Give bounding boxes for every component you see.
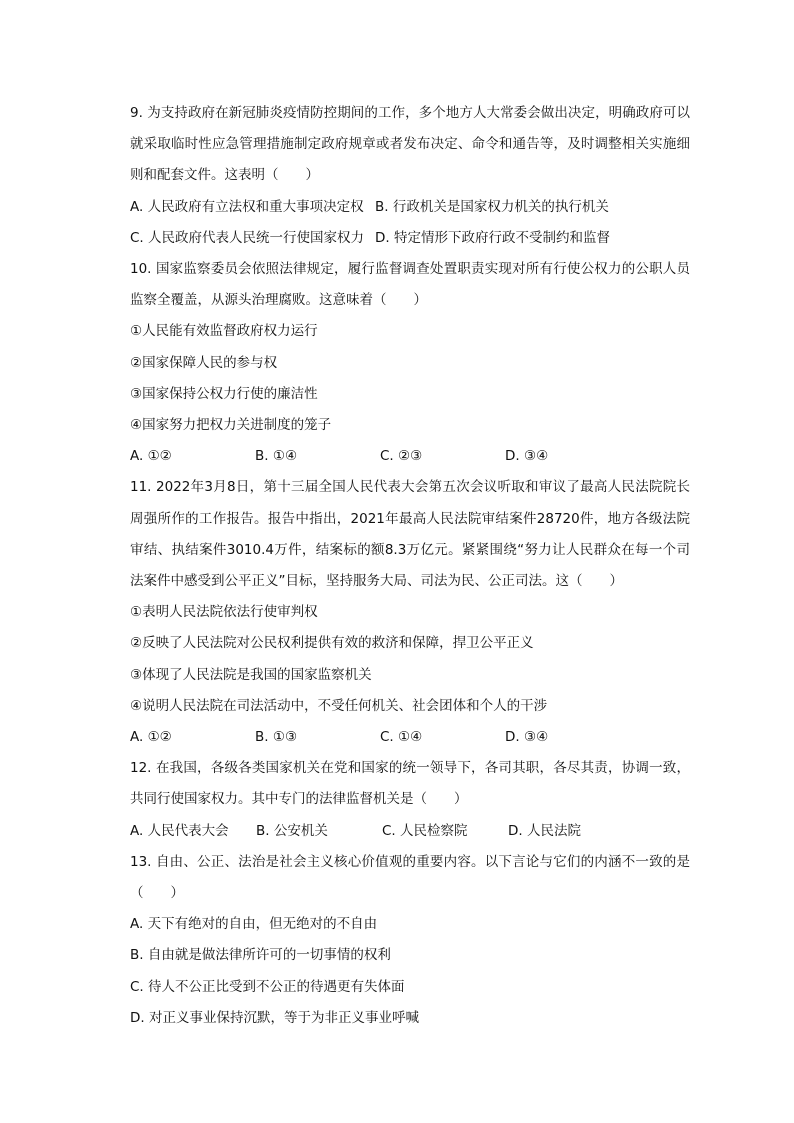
question-13-option-a: A. 天下有绝对的自由，但无绝对的不自由 — [130, 916, 378, 933]
question-11-statement-3: ③体现了人民法院是我国的国家监察机关 — [130, 666, 372, 683]
question-11-option-b: B. ①③ — [255, 729, 298, 746]
question-13-option-c: C. 待人不公正比受到不公正的待遇更有失体面 — [130, 978, 405, 995]
question-9-option-c: C. 人民政府代表人民统一行使国家权力 — [130, 229, 365, 246]
question-11-statement-2: ②反映了人民法院对公民权利提供有效的救济和保障，捍卫公平正义 — [130, 635, 534, 652]
question-12-stem: 12. 在我国，各级各类国家机关在党和国家的统一领导下，各司其职，各尽其责，协调一致，共同行使国家权力。其中专门的法律监督机关是（ ） — [130, 760, 690, 808]
question-9-options-row-1 — [130, 192, 690, 223]
question-9-options-row-2 — [130, 223, 690, 254]
question-9-option-d: D. 特定情形下政府行政不受制约和监督 — [375, 229, 610, 246]
question-13-stem: 13. 自由、公正、法治是社会主义核心价值观的重要内容。以下言论与它们的内涵不一致的是（ ） — [130, 853, 690, 902]
question-10-option-b: B. ①④ — [255, 448, 298, 465]
question-12-option-a: A. 人民代表大会 — [130, 822, 229, 839]
question-10-options — [130, 441, 690, 472]
question-11-option-a: A. ①② — [130, 729, 172, 746]
question-9-option-b: B. 行政机关是国家权力机关的执行机关 — [375, 198, 609, 215]
question-9-option-a: A. 人民政府有立法权和重大事项决定权 — [130, 198, 364, 215]
question-12-option-d: D. 人民法院 — [508, 822, 581, 839]
question-12-option-c: C. 人民检察院 — [382, 822, 468, 839]
question-11-statement-4: ④说明人民法院在司法活动中，不受任何机关、社会团体和个人的干涉 — [130, 697, 548, 714]
question-13-option-d: D. 对正义事业保持沉默，等于为非正义事业呼喊 — [130, 1009, 419, 1026]
question-9-stem: 9. 为支持政府在新冠肺炎疫情防控期间的工作，多个地方人大常委会做出决定，明确政府可以就采取临时性应急管理措施制定政府规章或者发布决定、命令和通告等，及时调整相关实施细则和配套文件。这表明（ ） — [130, 105, 690, 184]
question-10-option-d: D. ③④ — [505, 448, 549, 465]
question-11-option-c: C. ①④ — [380, 729, 423, 746]
question-10-option-a: A. ①② — [130, 448, 172, 465]
question-11-stem: 11. 2022年3月8日，第十三届全国人民代表大会第五次会议听取和审议了最高人民法院院长周强所作的工作报告。报告中指出，2021年最高人民法院审结案件28720件，地方各级法院审结、执结案件3010.4万件，结案标的额8.3万亿元。紧紧围绕“努力让人民群众在每一个司法案件中感受到公平正义”目标，坚持服务大局、司法为民、公正司法。这（ ） — [130, 479, 690, 590]
question-10-statement-4: ④国家努力把权力关进制度的笼子 — [130, 417, 332, 434]
question-12-options — [130, 816, 690, 847]
question-13-option-b: B. 自由就是做法律所许可的一切事情的权利 — [130, 947, 391, 964]
question-10-statement-2: ②国家保障人民的参与权 — [130, 354, 278, 371]
question-10-stem: 10. 国家监察委员会依照法律规定，履行监督调查处置职责实现对所有行使公权力的公职人员监察全覆盖，从源头治理腐败。这意味着（ ） — [130, 261, 690, 309]
question-11-statement-1: ①表明人民法院依法行使审判权 — [130, 604, 318, 621]
question-10-statement-3: ③国家保持公权力行使的廉洁性 — [130, 385, 318, 402]
question-10-option-c: C. ②③ — [380, 448, 423, 465]
question-list — [130, 98, 690, 1034]
question-11-options — [130, 722, 690, 753]
question-10-statement-1: ①人民能有效监督政府权力运行 — [130, 323, 318, 340]
question-12-option-b: B. 公安机关 — [256, 822, 328, 839]
question-11-option-d: D. ③④ — [505, 729, 549, 746]
